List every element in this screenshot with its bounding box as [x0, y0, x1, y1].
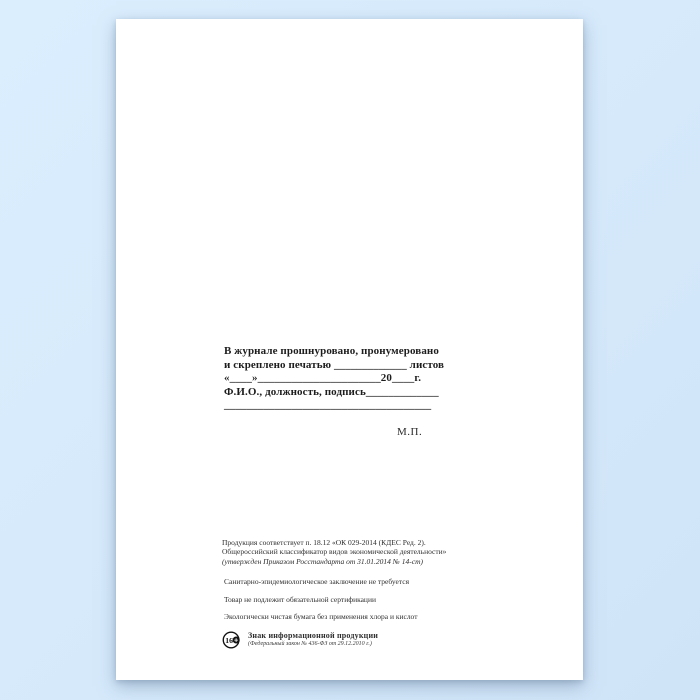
document-page: [116, 19, 583, 680]
svg-text:16: 16: [225, 636, 233, 646]
imprint-block: [222, 538, 522, 650]
age-rating-law: (Федеральный закон № 436-ФЗ от 29.12.2010 г.): [248, 641, 372, 648]
compliance-line-1: Продукция соответствует п. 18.12 «ОК 029-2014 (КДЕС Ред. 2).: [222, 538, 426, 547]
compliance-line-3: (утвержден Приказом Росстандарта от 31.01.2014 № 14-ст): [222, 556, 423, 566]
note-certification: Товар не подлежит обязательной сертификации: [224, 594, 376, 604]
age-rating-row: [222, 631, 522, 650]
age-rating-text: [248, 631, 378, 648]
certification-line-4: Ф.И.О., должность, подпись_____________: [224, 385, 439, 398]
svg-text:+: +: [234, 635, 239, 645]
compliance-paragraph: [222, 538, 522, 566]
certification-block: [224, 345, 450, 413]
age-rating-label: Знак информационной продукции: [248, 631, 379, 641]
age-rating-16plus-icon: [222, 630, 242, 650]
certification-line-3: «____»______________________20____г.: [224, 372, 422, 384]
certification-line-2: и скреплено печатью _____________ листов: [224, 358, 445, 371]
note-sanitary: Санитарно-эпидемиологическое заключение не требуется: [224, 577, 410, 587]
certification-line-1: В журнале прошнуровано, пронумеровано: [224, 345, 439, 357]
stamp-placeholder: М.П.: [397, 426, 423, 438]
certification-signature-rule: _____________________________________: [224, 399, 432, 411]
note-ecology: Экологически чистая бумага без применения хлора и кислот: [224, 612, 418, 622]
compliance-line-2: Общероссийский классификатор видов экономической деятельности»: [222, 547, 447, 557]
